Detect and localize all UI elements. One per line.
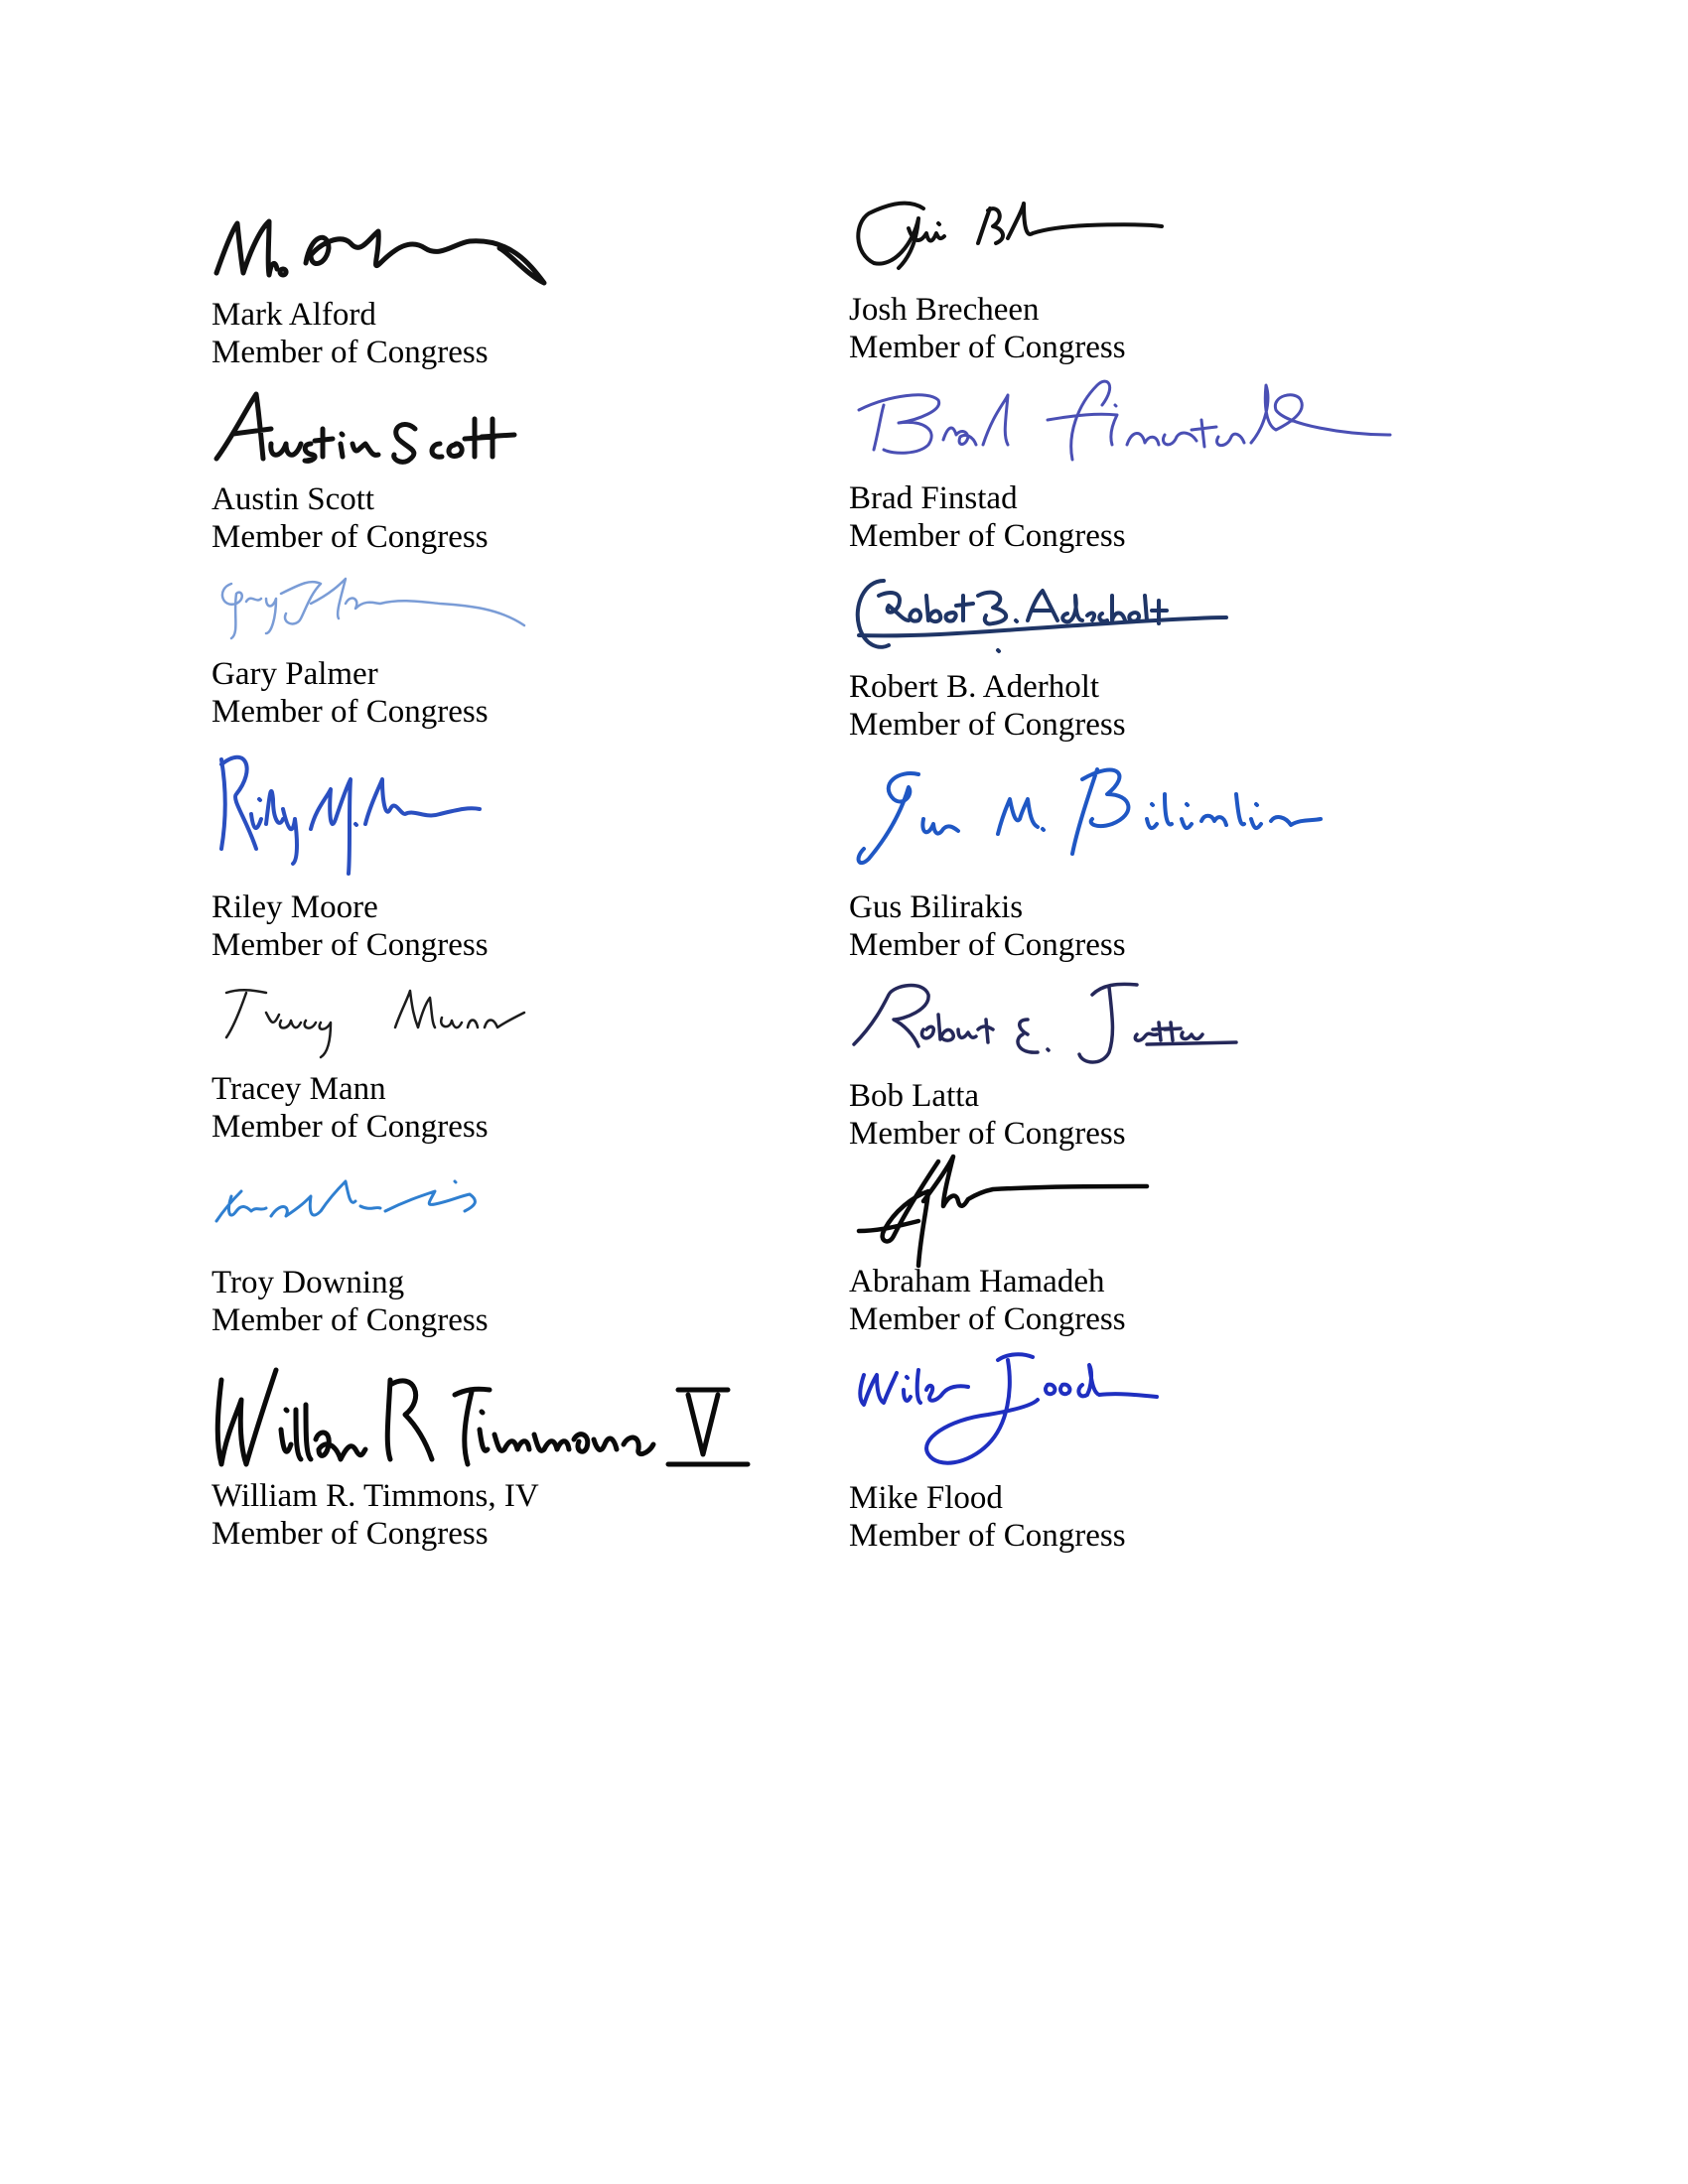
signatory-name: William R. Timmons, IV: [211, 1478, 539, 1514]
signature-bob-latta: [849, 975, 1445, 1074]
signature-stroke: [860, 1354, 1157, 1462]
signature-mark-alford: [211, 204, 807, 303]
signature-mike-flood: [849, 1345, 1445, 1484]
signatory-title: Member of Congress: [849, 1518, 1126, 1554]
signatory-title: Member of Congress: [211, 927, 489, 963]
signature-tracey-mann: [211, 983, 807, 1062]
signatory-name: Riley Moore: [211, 889, 378, 925]
signature-stroke: [217, 1370, 748, 1464]
signature-stroke: [216, 1181, 475, 1221]
signature-stroke: [859, 1157, 1147, 1266]
signature-austin-scott: [211, 389, 807, 469]
signatory-title: Member of Congress: [211, 1109, 489, 1145]
signature-josh-brecheen: [849, 199, 1445, 298]
signatory-title: Member of Congress: [211, 694, 489, 730]
signatory-title: Member of Congress: [211, 1302, 489, 1338]
signature-william-timmons: [211, 1350, 807, 1479]
signature-stroke: [858, 204, 1162, 268]
signature-stroke: [216, 394, 514, 462]
signatory-title: Member of Congress: [849, 1301, 1126, 1337]
signatory-title: Member of Congress: [211, 1516, 489, 1552]
signature-brad-finstad: [849, 375, 1445, 475]
signature-abraham-hamadeh: [849, 1152, 1445, 1271]
signatory-name: Bob Latta: [849, 1078, 980, 1114]
signatory-name: Gus Bilirakis: [849, 889, 1024, 925]
signatory-title: Member of Congress: [849, 707, 1126, 743]
signature-robert-aderholt: [849, 566, 1445, 665]
signature-stroke: [221, 757, 480, 874]
signatory-name: Mark Alford: [211, 297, 376, 333]
signature-stroke: [858, 581, 1226, 651]
signature-gary-palmer: [211, 564, 807, 643]
signature-troy-downing: [211, 1166, 807, 1246]
signature-stroke: [859, 769, 1321, 863]
signatory-name: Mike Flood: [849, 1480, 1003, 1516]
signatory-name: Abraham Hamadeh: [849, 1264, 1105, 1299]
signature-stroke: [226, 990, 524, 1057]
signature-stroke: [216, 221, 544, 283]
signatory-name: Gary Palmer: [211, 656, 378, 692]
signatory-title: Member of Congress: [211, 519, 489, 555]
signatory-name: Austin Scott: [211, 481, 375, 517]
signatory-name: Troy Downing: [211, 1265, 405, 1300]
signature-gus-bilirakis: [849, 759, 1445, 879]
signatory-title: Member of Congress: [849, 927, 1126, 963]
signature-stroke: [222, 579, 524, 638]
signatory-title: Member of Congress: [849, 330, 1126, 365]
signatory-title: Member of Congress: [211, 335, 489, 370]
signature-stroke: [859, 381, 1390, 460]
signatory-name: Josh Brecheen: [849, 292, 1040, 328]
signatory-name: Tracey Mann: [211, 1071, 386, 1107]
signatory-name: Brad Finstad: [849, 480, 1018, 516]
signature-stroke: [854, 984, 1236, 1062]
signatory-title: Member of Congress: [849, 1116, 1126, 1152]
signatory-name: Robert B. Aderholt: [849, 669, 1100, 705]
signatory-title: Member of Congress: [849, 518, 1126, 554]
signature-riley-moore: [211, 740, 807, 879]
